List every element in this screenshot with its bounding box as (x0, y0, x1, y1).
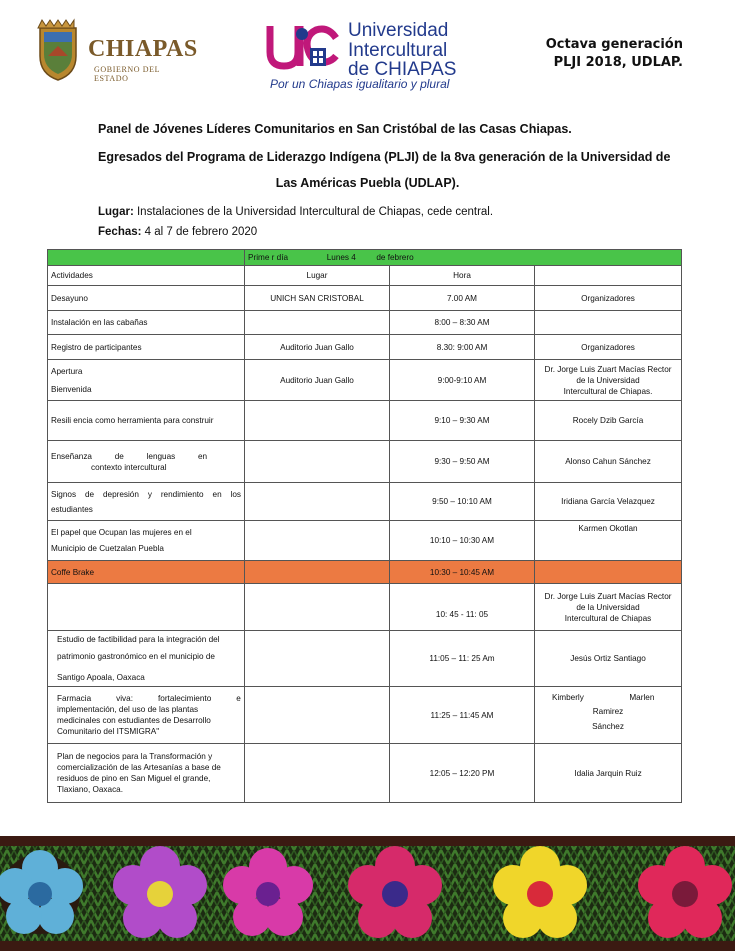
responsible-cell (535, 311, 682, 335)
lugar-value: Instalaciones de la Universidad Intercultural de Chiapas, cede central. (133, 206, 494, 218)
activity-line: Plan de negocios para la Transformación y (57, 752, 213, 761)
unich-name-line3: de CHIAPAS (348, 59, 457, 80)
responsible-line: Intercultural de Chiapas (564, 613, 652, 623)
time-cell: 8.30: 9:00 AM (390, 335, 535, 360)
time-cell: 9:00-9:10 AM (390, 360, 535, 401)
activity-line: Apertura (51, 366, 83, 376)
lugar-line (98, 206, 493, 218)
activity-line: Comunitario del ITSMIGRA" (57, 727, 160, 736)
activity-cell (48, 744, 245, 803)
responsible-cell (535, 561, 682, 584)
column-header-row (48, 266, 682, 286)
time-cell: 8:00 – 8:30 AM (390, 311, 535, 335)
responsible-cell: Alonso Cahun Sánchez (535, 441, 682, 483)
responsible-cell: Karmen Okotlan (535, 521, 682, 561)
activity-line: estudiantes (51, 504, 93, 514)
responsible-line: Sánchez (592, 722, 624, 731)
place-cell (245, 687, 390, 744)
responsible-cell: Organizadores (535, 335, 682, 360)
unich-name-line2: Intercultural (348, 40, 448, 61)
activity-line: Bienvenida (51, 384, 92, 394)
place-cell (245, 631, 390, 687)
responsible-cell: Organizadores (535, 286, 682, 311)
col-header-hora: Hora (390, 266, 535, 286)
embroidery-banner-image (0, 836, 735, 951)
generation-block (546, 36, 683, 72)
place-cell (245, 311, 390, 335)
table-row (48, 311, 682, 335)
place-cell (245, 483, 390, 521)
fechas-label: Fechas: (98, 226, 142, 238)
fechas-line (98, 226, 257, 238)
responsible-cell (535, 687, 682, 744)
time-cell: 10:10 – 10:30 AM (390, 521, 535, 561)
activity-line: Tlaxiano, Oaxaca. (57, 785, 123, 794)
table-row (48, 631, 682, 687)
time-cell: 12:05 – 12:20 PM (390, 744, 535, 803)
responsible-line: de la Universidad (576, 375, 640, 385)
table-row (48, 401, 682, 441)
responsible-line: Dr. Jorge Luis Zuart Macías Rector (544, 364, 672, 374)
responsible-cell (535, 584, 682, 631)
activity-line: patrimonio gastronómico en el municipio de (57, 652, 215, 661)
unich-tagline: Por un Chiapas igualitario y plural (270, 77, 450, 91)
table-row-coffee-break (48, 561, 682, 584)
chiapas-wordmark: CHIAPAS (88, 36, 198, 62)
table-row (48, 744, 682, 803)
document-title-line1: Panel de Jóvenes Líderes Comunitarios en San Cristóbal de las Casas Chiapas. (98, 122, 572, 136)
activity-cell (48, 687, 245, 744)
activity-line: comercialización de las Artesanías a base de (57, 763, 221, 772)
activity-line: Enseñanza de lenguas en (51, 451, 208, 461)
activity-cell (48, 441, 245, 483)
place-cell: UNICH SAN CRISTOBAL (245, 286, 390, 311)
table-row (48, 286, 682, 311)
gobierno-del-estado-text: GOBIERNO DEL ESTADO (94, 65, 160, 83)
responsible-cell: Iridiana García Velazquez (535, 483, 682, 521)
activity-cell: Instalación en las cabañas (48, 311, 245, 335)
responsible-cell: Jesús Ortiz Santiago (535, 631, 682, 687)
responsible-cell (535, 360, 682, 401)
activity-cell: Coffe Brake (48, 561, 245, 584)
col-header-lugar: Lugar (245, 266, 390, 286)
time-cell: 7.00 AM (390, 286, 535, 311)
responsible-line: de la Universidad (576, 602, 640, 612)
time-cell: 9:10 – 9:30 AM (390, 401, 535, 441)
place-cell (245, 521, 390, 561)
chiapas-crest-icon (36, 16, 80, 82)
activity-cell: Registro de participantes (48, 335, 245, 360)
table-row (48, 441, 682, 483)
document-title-line3: Las Américas Puebla (UDLAP). (275, 176, 460, 190)
schedule-table (47, 249, 682, 803)
activity-cell (48, 584, 245, 631)
responsible-cell: Rocely Dzib García (535, 401, 682, 441)
activity-cell (48, 521, 245, 561)
lugar-label: Lugar: (98, 206, 134, 218)
place-cell: Auditorio Juan Gallo (245, 335, 390, 360)
chiapas-government-logo (36, 16, 196, 86)
activity-line: Municipio de Cuetzalan Puebla (51, 544, 164, 553)
activity-line: Farmacia viva: fortalecimiento e (57, 694, 241, 703)
activity-line: implementación, del uso de las plantas (57, 705, 199, 714)
responsible-line: Dr. Jorge Luis Zuart Macías Rector (544, 591, 672, 601)
time-cell: 9:30 – 9:50 AM (390, 441, 535, 483)
time-cell: 11:25 – 11:45 AM (390, 687, 535, 744)
activity-line: Santigo Apoala, Oaxaca (57, 673, 145, 682)
place-cell (245, 441, 390, 483)
col-header-actividades: Actividades (48, 266, 245, 286)
responsible-line: Ramirez (592, 707, 624, 716)
activity-line: El papel que Ocupan las mujeres en el (51, 528, 192, 537)
place-cell (245, 744, 390, 803)
table-row (48, 483, 682, 521)
table-row (48, 521, 682, 561)
table-row (48, 584, 682, 631)
activity-cell (48, 483, 245, 521)
time-cell: 10: 45 - 11: 05 (390, 584, 535, 631)
place-cell (245, 401, 390, 441)
document-title-line2: Egresados del Programa de Liderazgo Indígena (PLJI) de la 8va generación de la Universidad de (98, 150, 671, 164)
activity-line: Estudio de factibilidad para la integración del (57, 635, 220, 644)
unich-name-line1: Universidad (348, 20, 449, 41)
day-header-row (48, 250, 682, 266)
generation-line2: PLJI 2018, UDLAP. (553, 55, 683, 70)
place-cell (245, 561, 390, 584)
responsible-line: Kimberly Marlen (552, 693, 655, 702)
activity-cell: Resili encia como herramienta para construir (48, 401, 245, 441)
fechas-value: 4 al 7 de febrero 2020 (141, 226, 258, 238)
time-cell: 11:05 – 11: 25 Am (390, 631, 535, 687)
activity-cell (48, 631, 245, 687)
place-cell (245, 584, 390, 631)
place-cell: Auditorio Juan Gallo (245, 360, 390, 401)
unich-logo (266, 20, 466, 96)
table-row (48, 687, 682, 744)
activity-line: Signos de depresión y rendimiento en los (51, 489, 241, 499)
activity-line: residuos de pino en San Miguel el grande, (57, 774, 211, 783)
day-header-empty (48, 250, 245, 266)
activity-line: contexto intercultural (91, 462, 167, 472)
activity-line: medicinales con estudiantes de Desarrollo (57, 716, 211, 725)
table-row (48, 335, 682, 360)
table-row (48, 360, 682, 401)
activity-cell: Desayuno (48, 286, 245, 311)
unich-mark-icon (266, 20, 346, 78)
time-cell: 10:30 – 10:45 AM (390, 561, 535, 584)
generation-line1: Octava generación (545, 37, 683, 52)
activity-cell (48, 360, 245, 401)
col-header-blank (535, 266, 682, 286)
responsible-cell: Idalia Jarquin Ruiz (535, 744, 682, 803)
responsible-line: Intercultural de Chiapas. (563, 386, 653, 396)
day-header: Prime r día Lunes 4 de febrero (245, 250, 682, 266)
time-cell: 9:50 – 10:10 AM (390, 483, 535, 521)
